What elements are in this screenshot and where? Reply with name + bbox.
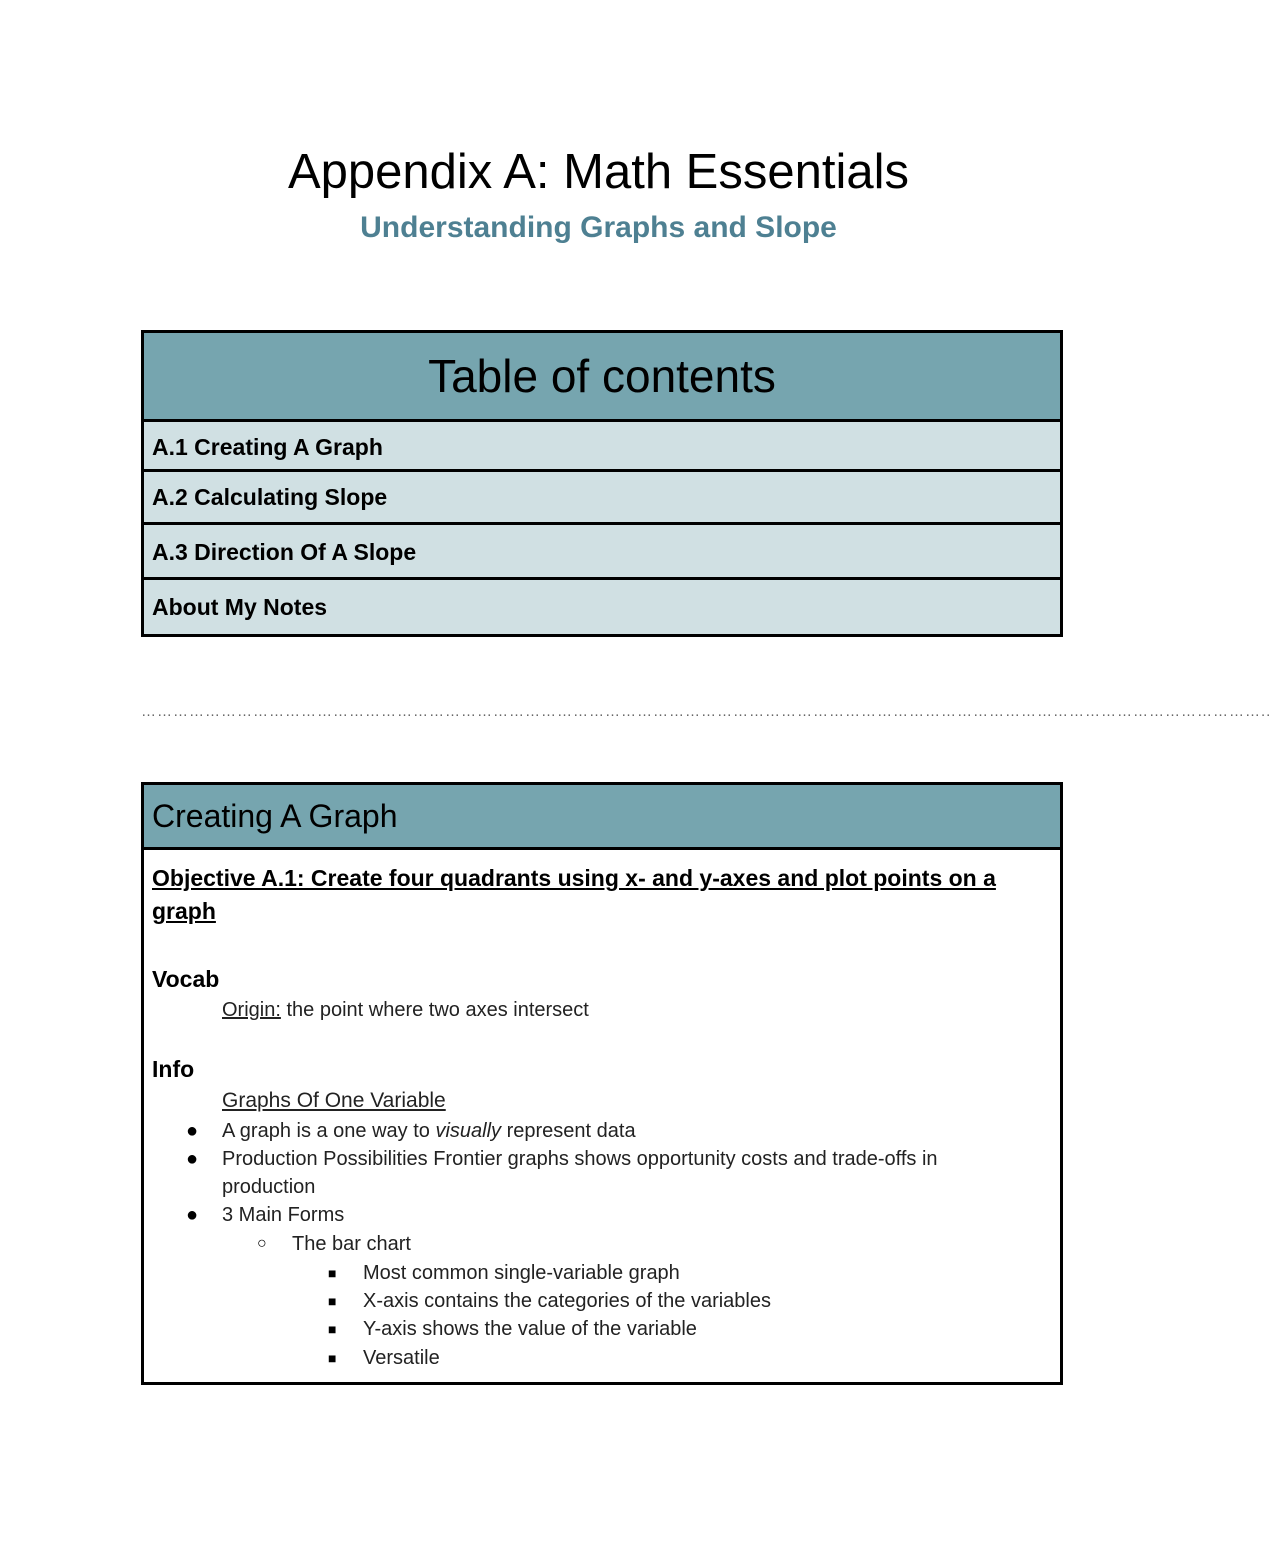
list-item: Versatile xyxy=(363,1347,440,1369)
bullet-dot-icon: ● xyxy=(186,1120,199,1142)
list-item: X-axis contains the categories of the variables xyxy=(363,1290,771,1312)
bullet-text: A graph is a one way to xyxy=(222,1120,436,1142)
list-item: Production Possibilities Frontier graphs shows opportunity costs and trade-offs in production xyxy=(222,1148,938,1198)
bullet-emphasis: visually xyxy=(435,1120,502,1142)
dotted-divider: ………………………………………………………………………………………………………………………………………………………………………………………….. xyxy=(141,703,1271,720)
toc-item-creating-a-graph[interactable]: A.1 Creating A Graph xyxy=(144,422,1060,472)
info-heading: Info xyxy=(152,1056,195,1082)
document-title: Appendix A: Math Essentials xyxy=(287,145,910,199)
section-body xyxy=(144,850,1060,1382)
list-item: 3 Main Forms xyxy=(222,1204,345,1226)
toc-item-direction-of-a-slope[interactable]: A.3 Direction Of A Slope xyxy=(144,525,1060,580)
bullet-square-icon: ■ xyxy=(328,1350,337,1366)
bullet-square-icon: ■ xyxy=(328,1293,337,1309)
document-subtitle: Understanding Graphs and Slope xyxy=(360,211,837,244)
vocab-term: Origin: xyxy=(222,999,281,1021)
table-of-contents xyxy=(141,330,1063,637)
vocab-definition: the point where two axes intersect xyxy=(280,999,589,1021)
section-header: Creating A Graph xyxy=(144,785,1060,850)
bullet-dot-icon: ● xyxy=(186,1204,199,1226)
info-subheading: Graphs Of One Variable xyxy=(222,1089,446,1112)
bullet-square-icon: ■ xyxy=(328,1265,337,1281)
list-item xyxy=(222,1117,1022,1145)
bullet-text: represent data xyxy=(501,1120,636,1142)
vocab-heading: Vocab xyxy=(152,966,220,992)
bullet-dot-icon: ● xyxy=(186,1148,199,1170)
list-item: Most common single-variable graph xyxy=(363,1262,680,1284)
list-item: Y-axis shows the value of the variable xyxy=(363,1318,697,1340)
list-item: The bar chart xyxy=(292,1233,411,1255)
section-creating-a-graph xyxy=(141,782,1063,1385)
bullet-circle-icon: ○ xyxy=(257,1235,267,1252)
objective-text: Objective A.1: Create four quadrants using x- and y-axes and plot points on a graph xyxy=(152,865,996,924)
toc-item-calculating-slope[interactable]: A.2 Calculating Slope xyxy=(144,472,1060,525)
toc-item-about-my-notes[interactable]: About My Notes xyxy=(144,580,1060,634)
toc-header: Table of contents xyxy=(144,333,1060,422)
bullet-square-icon: ■ xyxy=(328,1321,337,1337)
vocab-entry xyxy=(222,996,589,1024)
